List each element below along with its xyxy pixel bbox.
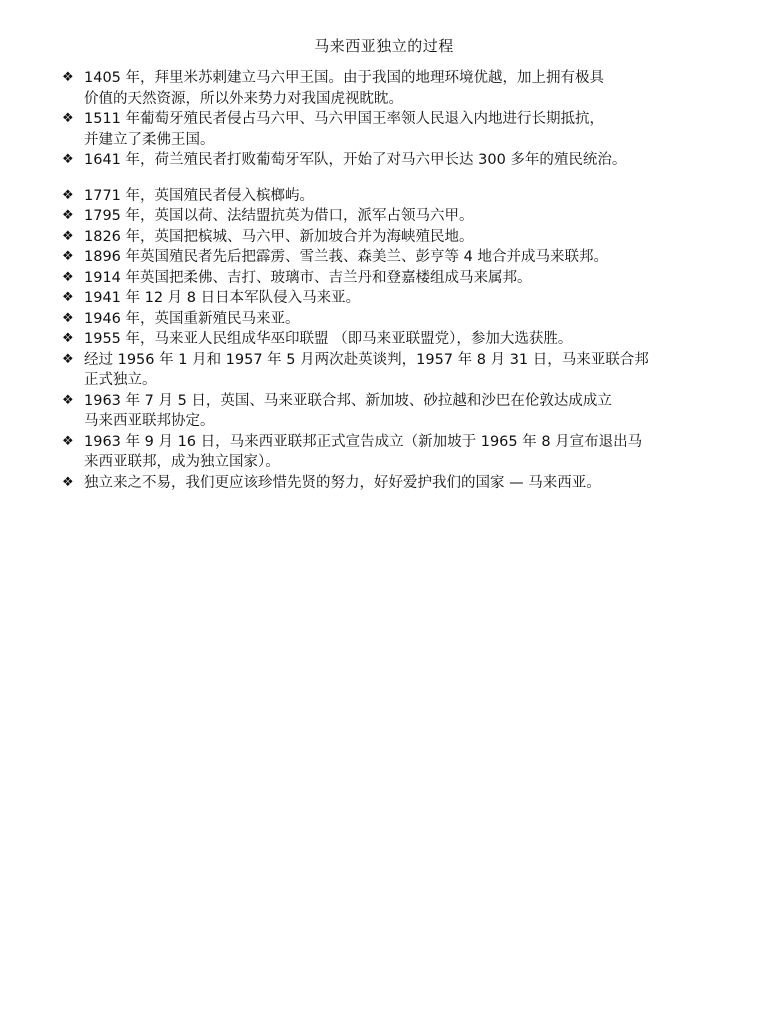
timeline-item-text: 1946 年，英国重新殖民马来亚。 (84, 310, 300, 327)
timeline-item (62, 288, 752, 309)
diamond-bullet-icon: ❖ (62, 392, 74, 408)
timeline-item-text: 1914 年英国把柔佛、吉打、玻璃市、吉兰丹和登嘉楼组成马来属邦。 (84, 269, 532, 286)
timeline-item (62, 186, 752, 207)
document-title: 马来西亚独立的过程 (314, 37, 454, 55)
timeline-item-text: 1771 年，英国殖民者侵入槟榔屿。 (84, 187, 315, 204)
timeline-item-text: 价值的天然资源，所以外来势力对我国虎视眈眈。 (84, 90, 403, 107)
timeline-item (62, 227, 752, 248)
diamond-bullet-icon: ❖ (62, 228, 74, 244)
diamond-bullet-icon: ❖ (62, 152, 74, 167)
timeline-item (62, 432, 752, 473)
timeline-item-text: 来西亚联邦，成为独立国家）。 (84, 454, 280, 470)
timeline-item (62, 391, 752, 432)
timeline-item-text: 1795 年，英国以荷、法结盟抗英为借口，派军占领马六甲。 (84, 208, 474, 224)
diamond-bullet-icon: ❖ (62, 290, 74, 305)
timeline-item-text: 1963 年 7 月 5 日，英国、马来亚联合邦、新加坡、砂拉越和沙巴在伦敦达成成立 (84, 392, 612, 409)
timeline-item (62, 309, 752, 330)
timeline-item (62, 268, 752, 289)
diamond-bullet-icon: ❖ (62, 433, 74, 449)
diamond-bullet-icon: ❖ (62, 70, 74, 85)
timeline-item (62, 350, 752, 391)
timeline-item (62, 206, 752, 227)
timeline-item-text: 正式独立。 (84, 372, 157, 388)
diamond-bullet-icon: ❖ (62, 111, 74, 126)
timeline-item (62, 247, 752, 268)
timeline-item-text: 经过 1956 年 1 月和 1957 年 5 月两次赴英谈判，1957 年 8 月 31 日，马来亚联合邦 (84, 351, 649, 368)
diamond-bullet-icon: ❖ (62, 187, 74, 203)
timeline-list (62, 68, 752, 493)
timeline-item-text: 1896 年英国殖民者先后把霹雳、雪兰莪、森美兰、彭亨等 4 地合并成马来联邦。 (84, 249, 608, 265)
diamond-bullet-icon: ❖ (62, 474, 74, 490)
timeline-item-text: 1955 年，马来亚人民组成华巫印联盟 （即马来亚联盟党），参加大选获胜。 (84, 331, 573, 347)
timeline-item (62, 150, 752, 171)
diamond-bullet-icon: ❖ (62, 269, 74, 285)
timeline-item (62, 473, 752, 494)
timeline-item-text: 1641 年，荷兰殖民者打败葡萄牙军队，开始了对马六甲长达 300 多年的殖民统治。 (84, 152, 627, 168)
diamond-bullet-icon: ❖ (62, 331, 74, 346)
diamond-bullet-icon: ❖ (62, 351, 74, 367)
timeline-item (62, 109, 752, 150)
timeline-item-text: 1963 年 9 月 16 日，马来西亚联邦正式宣告成立（新加坡于 1965 年 8 月宣布退出马 (84, 433, 643, 450)
timeline-item-text: 1941 年 12 月 8 日日本军队侵入马来亚。 (84, 290, 361, 306)
timeline-item-text: 1511 年葡萄牙殖民者侵占马六甲、马六甲国王率领人民退入内地进行长期抵抗， (84, 111, 605, 127)
timeline-item-text: 马来西亚联邦协定。 (84, 413, 215, 429)
diamond-bullet-icon: ❖ (62, 310, 74, 326)
timeline-item-text: 独立来之不易，我们更应该珍惜先贤的努力，好好爱护我们的国家 — 马来西亚。 (84, 474, 601, 491)
timeline-item (62, 329, 752, 350)
diamond-bullet-icon: ❖ (62, 208, 74, 223)
diamond-bullet-icon: ❖ (62, 249, 74, 264)
timeline-item-text: 1405 年，拜里米苏剌建立马六甲王国。由于我国的地理环境优越，加上拥有极具 (84, 70, 605, 86)
timeline-item-text: 并建立了柔佛王国。 (84, 131, 215, 148)
timeline-item-text: 1826 年，英国把槟城、马六甲、新加坡合并为海峡殖民地。 (84, 228, 474, 245)
timeline-item (62, 68, 752, 109)
